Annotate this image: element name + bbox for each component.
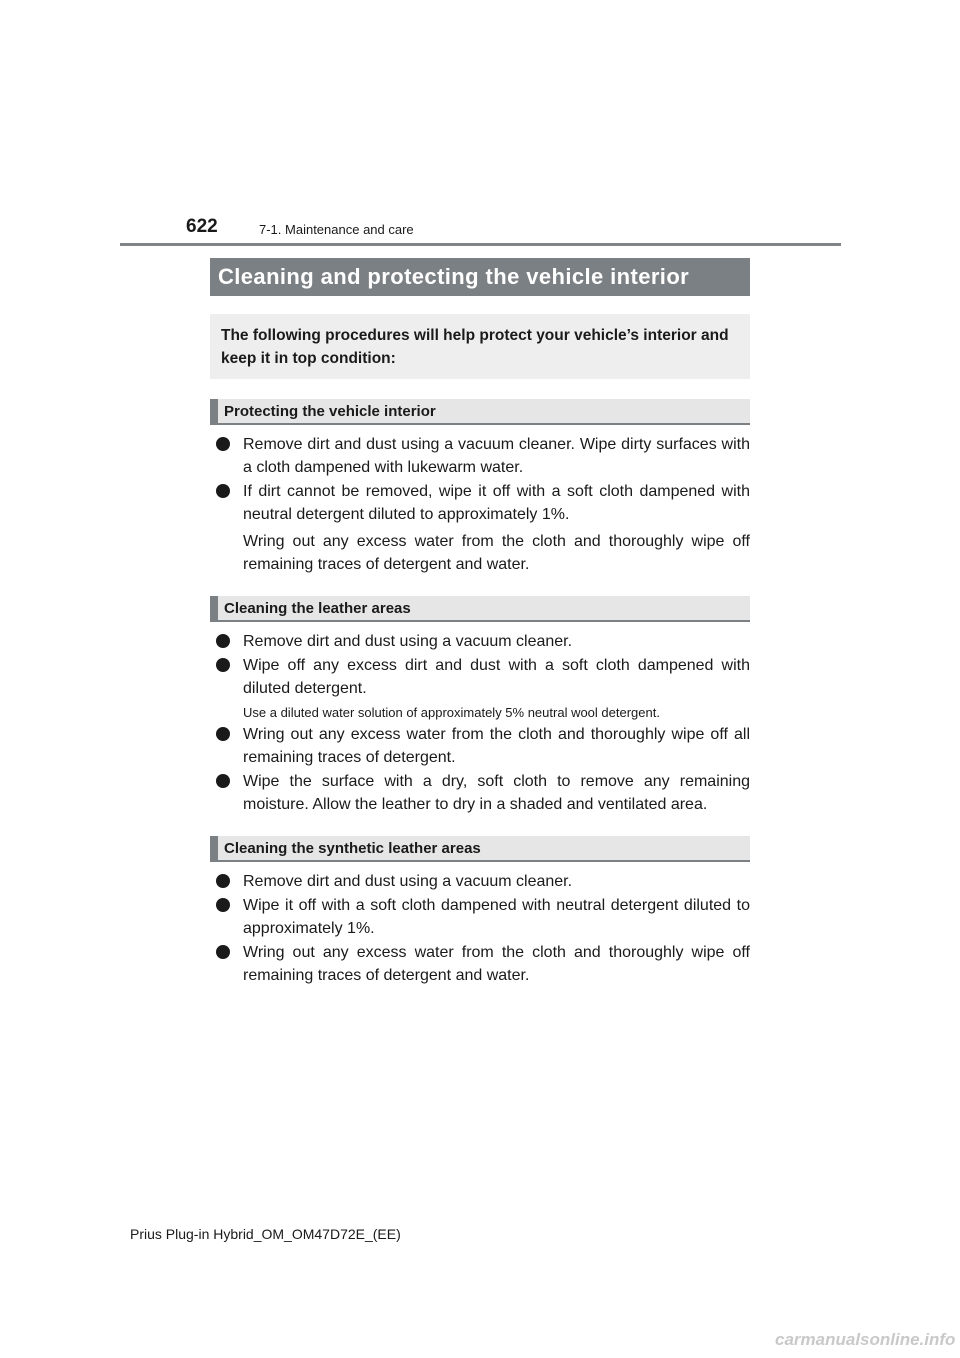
bullet-icon xyxy=(216,634,230,648)
list-item: Wipe the surface with a dry, soft cloth to remove any remaining moisture. Allow the leather to dry in a shaded and ventilated area. xyxy=(210,770,750,816)
footer-document-id: Prius Plug-in Hybrid_OM_OM47D72E_(EE) xyxy=(130,1226,401,1242)
list-item: Wring out any excess water from the cloth and thoroughly wipe off remaining traces of detergent and water. xyxy=(210,941,750,987)
list-item: Remove dirt and dust using a vacuum cleaner. xyxy=(210,630,750,653)
page-number: 622 xyxy=(186,216,218,237)
section-reference: 7-1. Maintenance and care xyxy=(259,222,414,237)
bullet-icon xyxy=(216,484,230,498)
list-item: Remove dirt and dust using a vacuum cleaner. xyxy=(210,870,750,893)
intro-box: The following procedures will help protect your vehicle’s interior and keep it in top condition: xyxy=(210,314,750,379)
bullet-list-leather xyxy=(210,630,750,700)
bullet-icon xyxy=(216,874,230,888)
subheading-leather-areas: Cleaning the leather areas xyxy=(210,596,750,622)
subheading-synthetic-leather-areas: Cleaning the synthetic leather areas xyxy=(210,836,750,862)
bullet-icon xyxy=(216,727,230,741)
page-title: Cleaning and protecting the vehicle interior xyxy=(210,258,750,296)
bullet-icon xyxy=(216,774,230,788)
page-header xyxy=(0,0,960,250)
bullet-icon xyxy=(216,898,230,912)
list-item: Remove dirt and dust using a vacuum cleaner. Wipe dirty surfaces with a cloth dampened with lukewarm water. xyxy=(210,433,750,479)
follow-up-paragraph: Wring out any excess water from the cloth and thoroughly wipe off remaining traces of detergent and water. xyxy=(243,533,750,573)
list-item: If dirt cannot be removed, wipe it off with a soft cloth dampened with neutral detergent diluted to approximately 1%. xyxy=(210,480,750,526)
list-item: Wipe off any excess dirt and dust with a soft cloth dampened with diluted detergent. xyxy=(210,654,750,700)
list-item: Wring out any excess water from the cloth and thoroughly wipe off all remaining traces of detergent. xyxy=(210,723,750,769)
bullet-list-leather-continued xyxy=(210,723,750,816)
bullet-icon xyxy=(216,437,230,451)
bullet-icon xyxy=(216,658,230,672)
list-item: Wipe it off with a soft cloth dampened with neutral detergent diluted to approximately 1%. xyxy=(210,894,750,940)
header-divider xyxy=(120,243,841,246)
bullet-list-synthetic xyxy=(210,870,750,987)
bullet-list-protecting xyxy=(210,433,750,526)
bullet-icon xyxy=(216,945,230,959)
main-content xyxy=(210,258,750,988)
subheading-protecting-interior: Protecting the vehicle interior xyxy=(210,399,750,425)
detergent-note: Use a diluted water solution of approximately 5% neutral wool detergent. xyxy=(243,705,660,720)
watermark: carmanualsonline.info xyxy=(775,1330,956,1349)
